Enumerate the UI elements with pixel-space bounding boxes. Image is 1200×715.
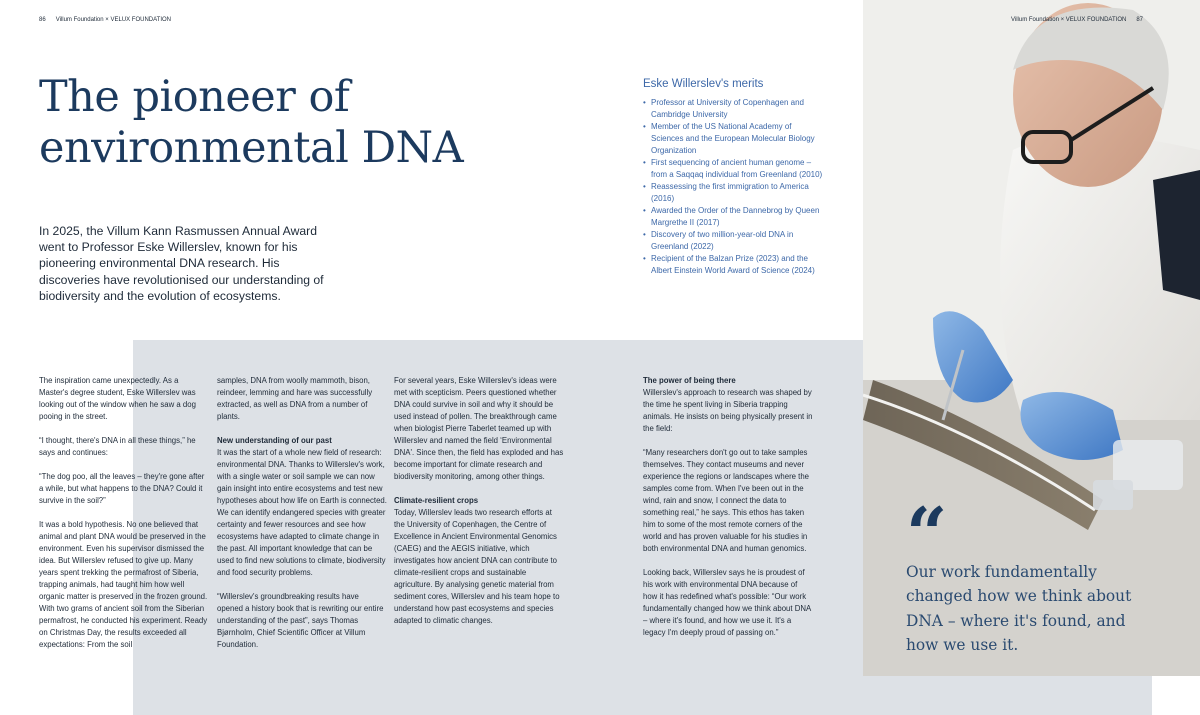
paragraph: It was the start of a whole new field of research: environmental DNA. Thanks to Willerslev's work, with a single water or soil sample we can now gain insight into entire ecosystems and test new hypotheses about how life on Earth is connected. We can identify endangered species with greater certainty and fewer resources and see how ecosystems have adapted to climate change in the past. All important knowledge that can be used to find new solutions to climate, biodiversity and food security problems.: [217, 448, 387, 577]
right-folio: [1011, 17, 1143, 23]
merit-item: • Member of the US National Academy of Sciences and the European Molecular Biology Organization: [643, 121, 823, 157]
merits-box: [643, 78, 823, 277]
right-page-number: 87: [1136, 17, 1144, 23]
merit-item: • Discovery of two million-year-old DNA in Greenland (2022): [643, 229, 823, 253]
left-page-number: 86: [39, 17, 46, 23]
body-column-1: [39, 375, 209, 651]
merit-item: • Reassessing the first immigration to America (2016): [643, 181, 823, 205]
paragraph: For several years, Eske Willerslev's ideas were met with scepticism. Peers questioned whether DNA could survive in soil and why it should be used instead of pollen. The breakthrough came when biologist Pierre Taberlet teamed up with Willerslev and named the field ‘Environmental DNA'. Since then, the field has exploded and has become important for climate research and biodiversity monitoring, among other things.: [394, 376, 564, 481]
merit-item: • Recipient of the Balzan Prize (2023) and the Albert Einstein World Award of Science (2024): [643, 253, 823, 277]
subheading: Climate-resilient crops: [394, 496, 479, 505]
paragraph: It was a bold hypothesis. No one believed that animal and plant DNA would be preserved in the environment. Even his supervisor dismissed the idea. But Willerslev refused to give up. Many years spent trekking the permafrost of Siberia, trapping animals, had taught him how well organic matter is preserved in the frozen ground. With two grams of ancient soil from the Siberian permafrost, he conducted his experiment. Ready on Christmas Day, the results exceeded all expectations: From the soil: [39, 520, 208, 649]
merits-heading: Eske Willerslev's merits: [643, 78, 764, 90]
paragraph: samples, DNA from woolly mammoth, bison, reindeer, lemming and hare was successfully extracted, as well as DNA from a number of plants.: [217, 376, 373, 421]
merit-item: • Awarded the Order of the Dannebrog by Queen Margrethe II (2017): [643, 205, 823, 229]
body-column-2: [217, 375, 387, 651]
paragraph: “The dog poo, all the leaves – they're gone after a while, but what happens to the DNA? Could it survive in the soil?”: [39, 472, 205, 505]
merit-item: • Professor at University of Copenhagen and Cambridge University: [643, 97, 823, 121]
paragraph: “I thought, there's DNA in all these things,” he says and continues:: [39, 436, 196, 457]
merit-item: • First sequencing of ancient human genome – from a Saqqaq individual from Greenland (2010): [643, 157, 823, 181]
lead-paragraph: In 2025, the Villum Kann Rasmussen Annual Award went to Professor Eske Willerslev, known for his pioneering environmental DNA research. His discoveries have revolutionised our understanding of biodiversity and the evolution of ecosystems.: [39, 224, 324, 303]
body-column-4: [643, 375, 813, 639]
subheading: New understanding of our past: [217, 436, 332, 445]
left-brand: Villum Foundation × VELUX FOUNDATION: [55, 17, 172, 23]
right-brand: Villum Foundation × VELUX FOUNDATION: [1011, 17, 1127, 23]
paragraph: Today, Willerslev leads two research efforts at the University of Copenhagen, the Centre of Excellence in Ancient Environmental Genomics (CAEG) and the AEGIS initiative, which investigates how ancient DNA can contribute to climate-resilient crops and sustainable agriculture. By analysing genetic material from sediment cores, Willerslev and his team hope to understand how past ecosystems and species adapted to climatic changes.: [394, 508, 560, 625]
pull-quote: Our work fundamentally changed how we think about DNA – where it's found, and how we use it.: [906, 563, 1132, 655]
quote-mark-icon: “: [906, 491, 948, 576]
paragraph: “Willerslev's groundbreaking results have opened a history book that is rewriting our entire understanding of the past”, says Thomas Bjørnholm, Chief Scientific Officer at Villum Foundation.: [217, 592, 384, 649]
title-line-1: The pioneer of: [39, 72, 350, 122]
title-line-2: environmental DNA: [39, 123, 464, 173]
left-folio: [39, 17, 171, 23]
body-column-3: [394, 375, 564, 627]
paragraph: Willerslev's approach to research was shaped by the time he spent living in Siberia trapping animals. He insists on being physically present in the field:: [643, 388, 813, 433]
paragraph: The inspiration came unexpectedly. As a Master's degree student, Eske Willerslev was looking out of the window when he saw a dog pooing in the street.: [39, 376, 196, 421]
paragraph: Looking back, Willerslev says he is proudest of his work with environmental DNA because of how it has redefined what's possible: “Our work fundamentally changed how we think about DNA – where it's found, and how we use it. It's a legacy I'm deeply proud of passing on.”: [643, 568, 811, 637]
article-title: [39, 72, 463, 174]
subheading: The power of being there: [643, 376, 736, 385]
paragraph: “Many researchers don't go out to take samples themselves. They contact museums and never experience the regions or landscapes where the samples come from. When I've been out in the wind, rain and snow, I connect the data to something real,” he says. This ethos has taken him to some of the most remote corners of the world and has proven valuable for his studies in both environmental DNA and human genomics.: [643, 448, 810, 553]
merits-list: [643, 97, 823, 277]
